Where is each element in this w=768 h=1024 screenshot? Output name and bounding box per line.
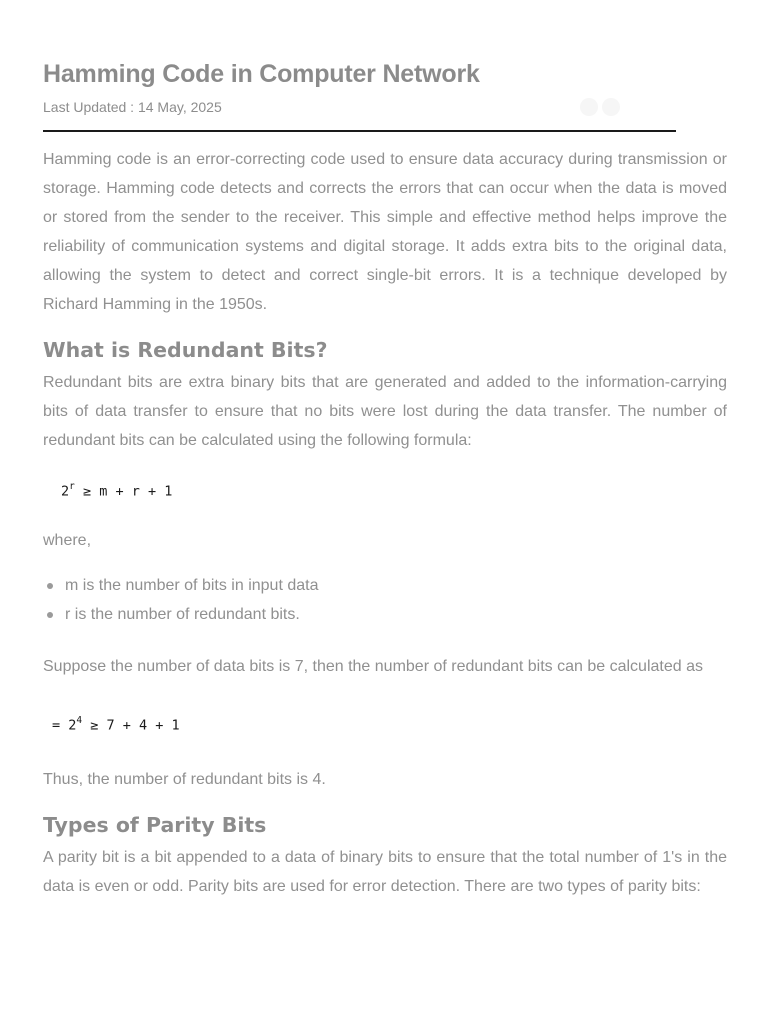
intro-paragraph: Hamming code is an error-correcting code used to ensure data accuracy during transmission or storage. Hamming code detects and corrects the errors that can occur when the data is moved or stored from the sender to the receiver. This simple and effective method helps improve the reliability of communication systems and digital storage. It adds extra bits to the original data, allowing the system to detect and correct single-bit errors. It is a technique developed by Richard Hamming in the 1950s. <box>43 151 727 313</box>
page-title: Hamming Code in Computer Network <box>43 60 480 88</box>
bullet-icon <box>47 612 53 618</box>
variable-list <box>43 571 727 629</box>
redundant-bits-description: Redundant bits are extra binary bits that are generated and added to the information-carrying bits of data transfer to ensure that no bits were lost during the data transfer. The number of redundant bits can be calculated using the following formula: <box>43 374 727 449</box>
example-prefix: = 2 <box>52 717 77 733</box>
example-rest: ≥ 7 + 4 + 1 <box>82 717 180 733</box>
example-exponent: 4 <box>76 714 83 726</box>
title-divider <box>43 130 676 132</box>
suppose-paragraph: Suppose the number of data bits is 7, then the number of redundant bits can be calculated as <box>43 657 703 675</box>
list-item-text: m is the number of bits in input data <box>65 576 319 594</box>
formula-exponent: r <box>69 481 75 492</box>
list-item <box>43 571 727 600</box>
parity-bits-description: A parity bit is a bit appended to a data of binary bits to ensure that the total number of 1's in the data is even or odd. Parity bits are used for error detection. There are two types of parity bits: <box>43 849 727 895</box>
list-item-text: r is the number of redundant bits. <box>65 605 300 623</box>
redundant-bits-heading: What is Redundant Bits? <box>43 338 328 362</box>
article <box>43 56 727 901</box>
parity-bits-heading: Types of Parity Bits <box>43 813 267 837</box>
last-updated: Last Updated : 14 May, 2025 <box>43 99 222 115</box>
where-label: where, <box>43 531 92 549</box>
formula-base: 2 <box>61 483 70 500</box>
list-item <box>43 600 727 629</box>
conclusion-paragraph: Thus, the number of redundant bits is 4. <box>43 771 326 788</box>
formula-rest: ≥ m + r + 1 <box>74 483 173 500</box>
redundant-bits-formula <box>61 478 727 502</box>
example-formula <box>52 712 727 736</box>
bullet-icon <box>47 583 53 589</box>
